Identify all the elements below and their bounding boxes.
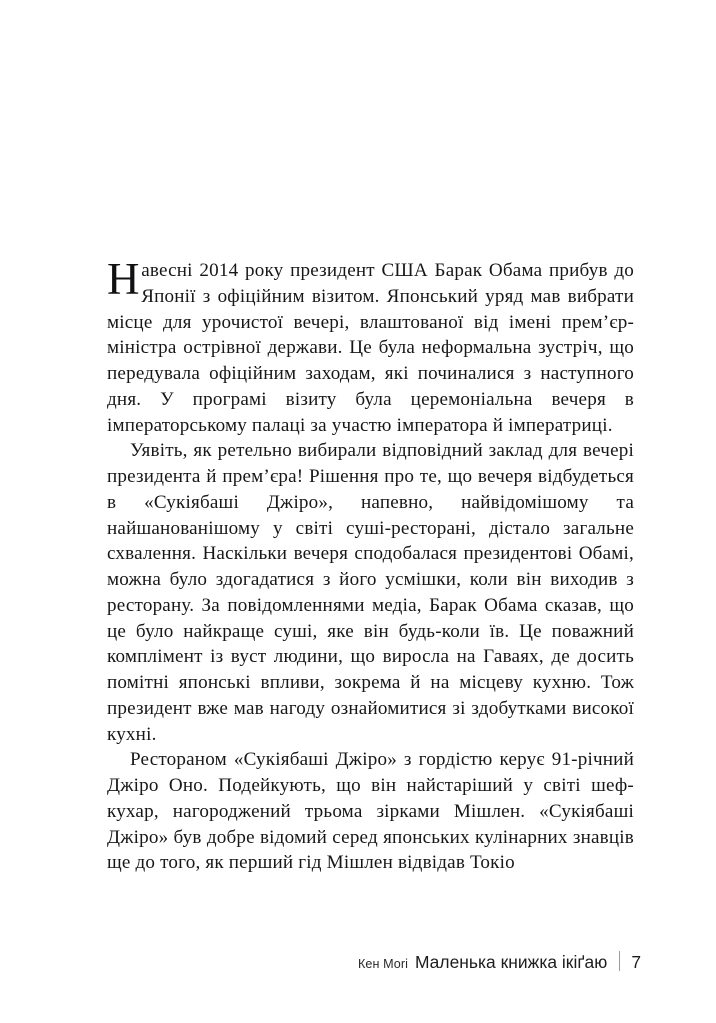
- footer-author: Кен Моrі: [358, 957, 408, 971]
- page-text-block: [107, 254, 634, 876]
- footer-separator-rule: [619, 951, 620, 971]
- paragraph-1: Навесні 2014 року президент США Барак Обама прибув до Японії з офіційним візитом. Японський уряд мав вибрати місце для урочистої вечері, влаштованої від імені прем’єр-міністра острівної держави. Це була неформальна зустріч, що передувала офіційним заходам, які починалися з наступного дня. У програмі візиту була церемоніальна вечеря в імператорському палаці за участю імператора й імператриці.: [107, 254, 634, 436]
- footer-book-title: Маленька книжка ікіґаю: [414, 952, 608, 972]
- paragraph-2: Уявіть, як ретельно вибирали відповідний заклад для вечері президента й прем’єра! Рішення про те, що вечеря відбудеться в «Сукіябаші Джіро», напевно, найвідомішому та найшанованішому у світі суші-ресторані, дістало загальне схвалення. Наскільки вечеря сподобалася президентові Обамі, можна було здогадатися з його усмішки, коли він виходив з ресторану. За повідомленнями медіа, Барак Обама сказав, що це було найкраще суші, яке він будь-коли їв. Це поважний комплімент із вуст людини, що виросла на Гаваях, де досить помітні японські впливи, зокрема й на місцеву кухню. Тож президент вже мав нагоду ознайомитися зі здобутками високої кухні.: [107, 440, 634, 745]
- page-number: 7: [631, 952, 641, 972]
- paragraph-3: Рестораном «Сукіябаші Джіро» з гордістю керує 91-річний Джіро Оно. Подейкують, що він найстаріший у світі шеф-кухар, нагороджений трьома зірками Мішлен. «Сукіябаші Джіро» був добре відомий серед японських кулінарних знавців ще до того, як перший гід Мішлен відвідав Токіо: [107, 749, 634, 874]
- page-footer: [107, 948, 641, 973]
